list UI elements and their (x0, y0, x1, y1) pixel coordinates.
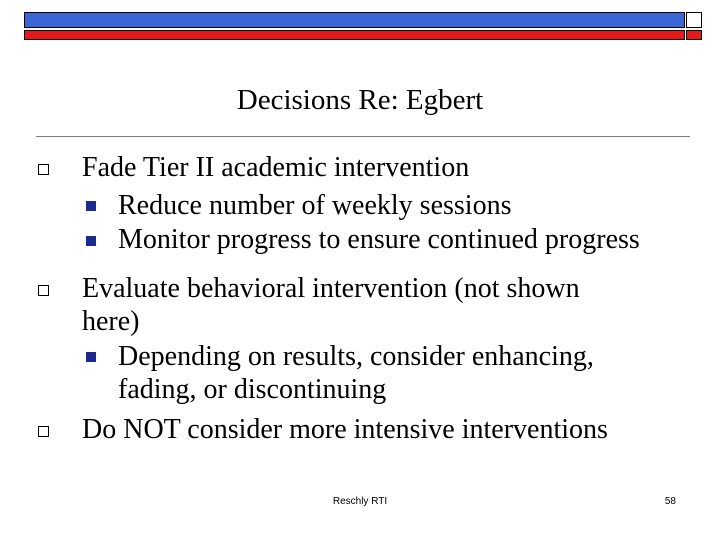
footer-page-number: 58 (664, 496, 676, 507)
sub-bullet-2-1-line-1: Depending on results, consider enhancing, (118, 341, 594, 372)
header-blue-bar (24, 12, 685, 28)
filled-square-bullet-icon (86, 201, 96, 211)
bullet-item-2-line-1: Evaluate behavioral intervention (not shown (82, 273, 580, 304)
footer-author: Reschly RTI (332, 496, 388, 507)
sub-bullet-1-1: Reduce number of weekly sessions (118, 190, 512, 221)
hollow-square-bullet-icon (38, 426, 49, 437)
filled-square-bullet-icon (86, 236, 96, 246)
filled-square-bullet-icon (86, 352, 96, 362)
title-divider (36, 136, 690, 137)
sub-bullet-2-1-line-2: fading, or discontinuing (118, 374, 387, 405)
header-red-bar (24, 30, 685, 40)
header-white-square (686, 12, 702, 28)
hollow-square-bullet-icon (38, 164, 49, 175)
bullet-item-2-line-2: here) (82, 306, 140, 337)
header-red-square (686, 30, 702, 40)
slide-title: Decisions Re: Egbert (236, 84, 484, 116)
bullet-item-3: Do NOT consider more intensive interventions (82, 414, 608, 445)
sub-bullet-1-2: Monitor progress to ensure continued progress (118, 224, 640, 255)
hollow-square-bullet-icon (38, 285, 49, 296)
bullet-item-1: Fade Tier II academic intervention (82, 152, 470, 183)
